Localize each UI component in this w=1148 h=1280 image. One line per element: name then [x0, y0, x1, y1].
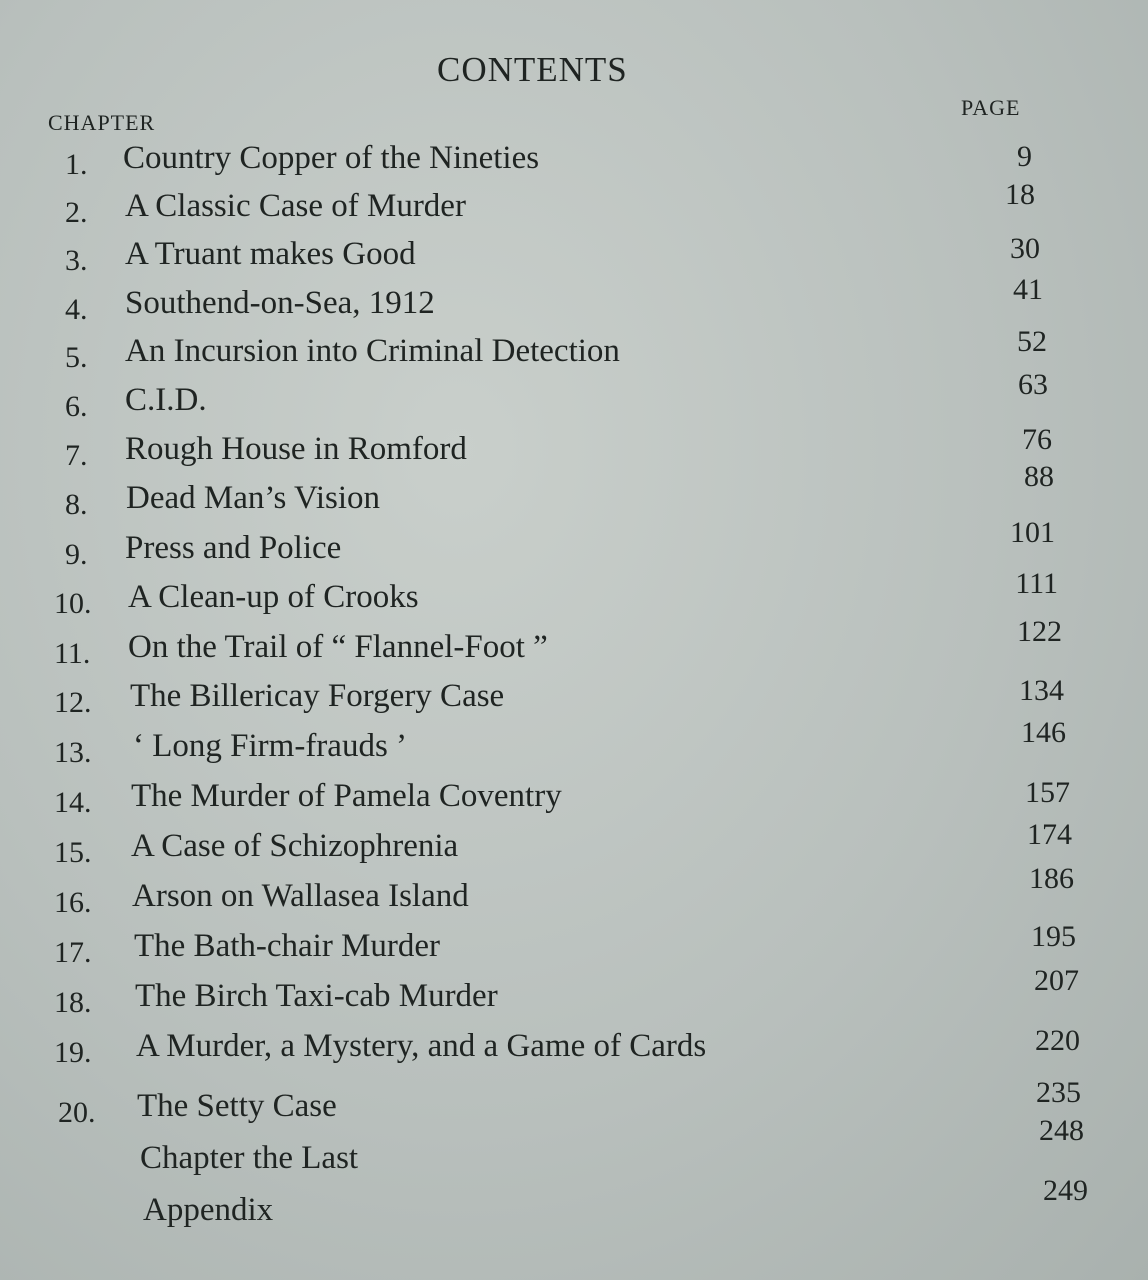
page-number: 235: [1036, 1076, 1081, 1109]
chapter-title: The Murder of Pamela Coventry: [131, 778, 562, 814]
page-number: 186: [1029, 862, 1074, 895]
chapter-title: The Setty Case: [137, 1088, 337, 1124]
chapter-number: 3.: [65, 244, 88, 277]
chapter-title: Rough House in Romford: [125, 431, 467, 467]
page-number: 248: [1039, 1114, 1084, 1147]
chapter-title: A Classic Case of Murder: [125, 188, 466, 224]
chapter-number: 19.: [54, 1036, 92, 1069]
page-number: 207: [1034, 964, 1079, 997]
toc-entry: [0, 1114, 1148, 1190]
page-number: 30: [1010, 232, 1040, 265]
page-number: 195: [1031, 920, 1076, 953]
chapter-title: ‘ Long Firm-frauds ’: [133, 728, 408, 764]
chapter-title: A Case of Schizophrenia: [131, 828, 459, 864]
chapter-title: Chapter the Last: [140, 1140, 359, 1176]
chapter-number: 18.: [54, 986, 92, 1019]
page-number: 52: [1017, 325, 1047, 358]
page-number: 76: [1022, 423, 1052, 456]
page-number: 111: [1015, 567, 1058, 600]
toc-entry: [0, 674, 1148, 728]
chapter-number: 15.: [54, 836, 92, 869]
column-header-page: PAGE: [961, 95, 1021, 120]
toc-entry: [0, 567, 1148, 629]
chapter-title: A Murder, a Mystery, and a Game of Cards: [136, 1028, 707, 1064]
chapter-number: 1.: [65, 148, 88, 181]
chapter-number: 10.: [54, 587, 92, 620]
page-number: 174: [1027, 818, 1072, 851]
toc-entry: [0, 964, 1148, 1028]
toc-entry: [0, 862, 1148, 928]
chapter-number: 20.: [58, 1096, 96, 1129]
page-number: 9: [1017, 140, 1032, 173]
chapter-title: Country Copper of the Nineties: [123, 140, 540, 176]
page-number: 249: [1043, 1174, 1088, 1207]
toc-entry: [0, 920, 1148, 978]
page-number: 63: [1018, 368, 1048, 401]
toc-entry: [0, 778, 1148, 828]
chapter-title: Appendix: [143, 1192, 274, 1228]
chapter-number: 4.: [65, 293, 88, 326]
chapter-number: 17.: [54, 936, 92, 969]
chapter-number: 8.: [65, 488, 88, 521]
page-number: 122: [1017, 615, 1062, 648]
page-number: 220: [1035, 1024, 1080, 1057]
page-number: 134: [1019, 674, 1064, 707]
chapter-number: 12.: [54, 686, 92, 719]
chapter-number: 11.: [54, 637, 91, 670]
toc-entry: [0, 516, 1148, 580]
column-header-chapter: CHAPTER: [48, 110, 156, 135]
chapter-title: An Incursion into Criminal Detection: [125, 333, 620, 369]
page-title: CONTENTS: [437, 50, 628, 89]
toc-entry: [0, 818, 1148, 878]
chapter-number: 16.: [54, 886, 92, 919]
chapter-number: 2.: [65, 196, 88, 229]
page-number: 88: [1024, 460, 1054, 493]
chapter-title: Press and Police: [125, 530, 342, 566]
page-number: 41: [1013, 273, 1043, 306]
page-number: 146: [1021, 716, 1066, 749]
chapter-number: 14.: [54, 786, 92, 819]
toc-entry: [0, 178, 1148, 238]
chapter-number: 5.: [65, 341, 88, 374]
toc-entry: [0, 1024, 1148, 1078]
chapter-title: Southend-on-Sea, 1912: [125, 285, 435, 321]
chapter-title: C.I.D.: [125, 382, 207, 418]
chapter-title: The Bath-chair Murder: [134, 928, 441, 964]
chapter-number: 7.: [65, 439, 88, 472]
chapter-number: 9.: [65, 538, 88, 571]
toc-entry: [0, 716, 1148, 778]
chapter-title: Dead Man’s Vision: [126, 480, 381, 516]
page-number: 157: [1025, 776, 1070, 809]
chapter-number: 6.: [65, 390, 88, 423]
toc-entry: [0, 1174, 1148, 1242]
chapter-title: A Truant makes Good: [125, 236, 416, 272]
page-number: 101: [1010, 516, 1055, 549]
chapter-title: Arson on Wallasea Island: [132, 878, 469, 914]
toc-entry: [0, 1076, 1148, 1138]
chapter-title: On the Trail of “ Flannel-Foot ”: [128, 629, 548, 665]
toc-entry: [0, 615, 1148, 679]
chapter-title: The Birch Taxi-cab Murder: [135, 978, 498, 1014]
chapter-number: 13.: [54, 736, 92, 769]
chapter-title: A Clean-up of Crooks: [128, 579, 419, 615]
chapter-title: The Billericay Forgery Case: [130, 678, 505, 714]
page-number: 18: [1005, 178, 1035, 211]
